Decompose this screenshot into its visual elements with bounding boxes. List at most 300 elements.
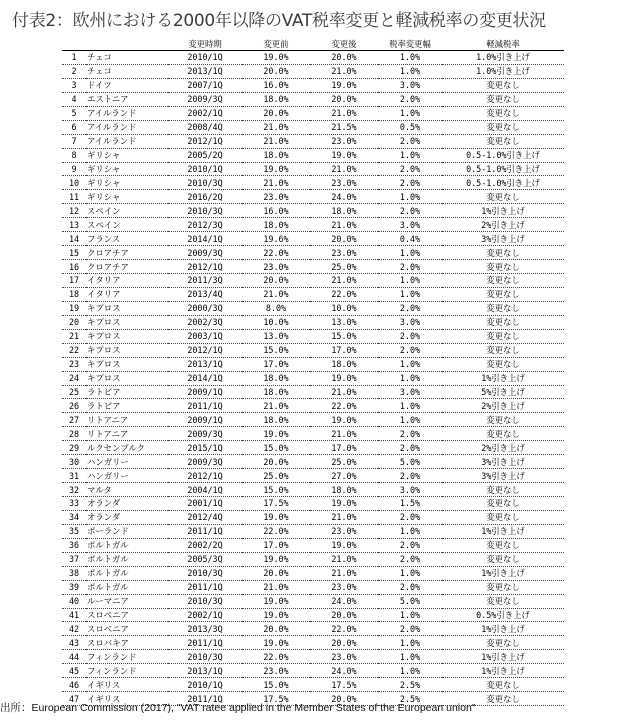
country-cell: スペイン (86, 218, 168, 232)
period-cell: 2012/1Q (168, 260, 242, 274)
row-number: 31 (62, 469, 86, 483)
rate-change-cell: 5.0% (378, 594, 442, 608)
rate-after-cell: 20.0% (310, 232, 378, 246)
row-number: 3 (62, 78, 86, 92)
table-row (62, 580, 564, 594)
country-cell: ハンガリー (86, 455, 168, 469)
header-reduced-rate: 軽減税率 (442, 38, 564, 51)
rate-after-cell: 25.0% (310, 455, 378, 469)
period-cell: 2010/3Q (168, 650, 242, 664)
row-number: 20 (62, 315, 86, 329)
reduced-rate-cell: 0.5-1.0%引き上げ (442, 162, 564, 176)
rate-before-cell: 21.0% (242, 580, 310, 594)
country-cell: リトアニア (86, 413, 168, 427)
rate-after-cell: 21.0% (310, 552, 378, 566)
reduced-rate-cell: 0.5%引き上げ (442, 608, 564, 622)
country-cell: キプロス (86, 329, 168, 343)
rate-change-cell: 2.5% (378, 692, 442, 706)
table-row (62, 483, 564, 497)
rate-after-cell: 22.0% (310, 399, 378, 413)
rate-before-cell: 20.0% (242, 274, 310, 288)
header-no (62, 38, 86, 51)
rate-after-cell: 20.0% (310, 608, 378, 622)
period-cell: 2009/3Q (168, 246, 242, 260)
reduced-rate-cell: 変更なし (442, 357, 564, 371)
reduced-rate-cell: 変更なし (442, 692, 564, 706)
rate-after-cell: 21.5% (310, 120, 378, 134)
rate-before-cell: 18.0% (242, 413, 310, 427)
row-number: 23 (62, 357, 86, 371)
reduced-rate-cell: 変更なし (442, 510, 564, 524)
period-cell: 2011/1Q (168, 580, 242, 594)
table-row (62, 399, 564, 413)
reduced-rate-cell: 変更なし (442, 594, 564, 608)
rate-before-cell: 20.0% (242, 64, 310, 78)
table-row (62, 441, 564, 455)
rate-after-cell: 23.0% (310, 524, 378, 538)
country-cell: イタリア (86, 287, 168, 301)
rate-after-cell: 25.0% (310, 260, 378, 274)
header-after: 変更後 (310, 38, 378, 51)
row-number: 43 (62, 636, 86, 650)
period-cell: 2012/1Q (168, 343, 242, 357)
period-cell: 2014/1Q (168, 371, 242, 385)
row-number: 13 (62, 218, 86, 232)
rate-change-cell: 1.0% (378, 51, 442, 65)
table-row (62, 343, 564, 357)
rate-before-cell: 17.0% (242, 538, 310, 552)
reduced-rate-cell: 変更なし (442, 538, 564, 552)
rate-change-cell: 0.4% (378, 232, 442, 246)
rate-change-cell: 1.0% (378, 64, 442, 78)
period-cell: 2012/4Q (168, 510, 242, 524)
table-row (62, 51, 564, 65)
period-cell: 2003/1Q (168, 329, 242, 343)
period-cell: 2013/1Q (168, 357, 242, 371)
table-row (62, 385, 564, 399)
country-cell: ギリシャ (86, 148, 168, 162)
rate-change-cell: 1.0% (378, 287, 442, 301)
period-cell: 2011/1Q (168, 399, 242, 413)
reduced-rate-cell: 1.0%引き上げ (442, 51, 564, 65)
rate-change-cell: 1.0% (378, 524, 442, 538)
rate-before-cell: 17.0% (242, 357, 310, 371)
reduced-rate-cell: 変更なし (442, 580, 564, 594)
rate-before-cell: 13.0% (242, 329, 310, 343)
country-cell: イタリア (86, 274, 168, 288)
rate-before-cell: 19.0% (242, 510, 310, 524)
period-cell: 2012/3Q (168, 218, 242, 232)
period-cell: 2011/1Q (168, 524, 242, 538)
rate-change-cell: 1.0% (378, 413, 442, 427)
table-row (62, 246, 564, 260)
rate-change-cell: 2.0% (378, 510, 442, 524)
reduced-rate-cell: 1%引き上げ (442, 650, 564, 664)
reduced-rate-cell: 1%引き上げ (442, 371, 564, 385)
rate-before-cell: 16.0% (242, 78, 310, 92)
table-row (62, 664, 564, 678)
reduced-rate-cell: 変更なし (442, 413, 564, 427)
table-row (62, 650, 564, 664)
rate-after-cell: 24.0% (310, 664, 378, 678)
rate-before-cell: 20.0% (242, 455, 310, 469)
country-cell: ポーランド (86, 524, 168, 538)
rate-after-cell: 24.0% (310, 190, 378, 204)
table-row (62, 64, 564, 78)
table-row (62, 274, 564, 288)
country-cell: オランダ (86, 497, 168, 511)
rate-after-cell: 21.0% (310, 566, 378, 580)
reduced-rate-cell: 変更なし (442, 636, 564, 650)
country-cell: ポルトガル (86, 538, 168, 552)
table-row (62, 455, 564, 469)
rate-change-cell: 2.0% (378, 622, 442, 636)
table-row (62, 301, 564, 315)
table-row (62, 552, 564, 566)
rate-after-cell: 21.0% (310, 510, 378, 524)
period-cell: 2009/1Q (168, 413, 242, 427)
country-cell: アイルランド (86, 106, 168, 120)
reduced-rate-cell: 変更なし (442, 329, 564, 343)
period-cell: 2009/3Q (168, 92, 242, 106)
page-title: 付表2：欧州における2000年以降のVAT税率変更と軽減税率の変更状況 (12, 11, 546, 31)
row-number: 9 (62, 162, 86, 176)
rate-before-cell: 19.0% (242, 162, 310, 176)
rate-before-cell: 22.0% (242, 650, 310, 664)
row-number: 36 (62, 538, 86, 552)
rate-change-cell: 1.0% (378, 650, 442, 664)
rate-before-cell: 21.0% (242, 399, 310, 413)
table-row (62, 538, 564, 552)
reduced-rate-cell: 2%引き上げ (442, 399, 564, 413)
rate-change-cell: 1.5% (378, 497, 442, 511)
reduced-rate-cell: 1.0%引き上げ (442, 64, 564, 78)
period-cell: 2000/3Q (168, 301, 242, 315)
period-cell: 2012/1Q (168, 469, 242, 483)
rate-before-cell: 18.0% (242, 218, 310, 232)
period-cell: 2005/2Q (168, 148, 242, 162)
period-cell: 2008/4Q (168, 120, 242, 134)
rate-before-cell: 18.0% (242, 148, 310, 162)
row-number: 14 (62, 232, 86, 246)
rate-before-cell: 22.0% (242, 246, 310, 260)
row-number: 45 (62, 664, 86, 678)
rate-after-cell: 20.0% (310, 692, 378, 706)
country-cell: ポルトガル (86, 552, 168, 566)
rate-after-cell: 21.0% (310, 162, 378, 176)
period-cell: 2002/1Q (168, 608, 242, 622)
table-row (62, 218, 564, 232)
row-number: 7 (62, 134, 86, 148)
period-cell: 2013/4Q (168, 287, 242, 301)
table-row (62, 176, 564, 190)
rate-before-cell: 23.0% (242, 260, 310, 274)
rate-before-cell: 25.0% (242, 469, 310, 483)
rate-before-cell: 19.0% (242, 552, 310, 566)
rate-before-cell: 19.6% (242, 232, 310, 246)
country-cell: ドイツ (86, 78, 168, 92)
rate-before-cell: 22.0% (242, 524, 310, 538)
row-number: 41 (62, 608, 86, 622)
table-row (62, 329, 564, 343)
row-number: 24 (62, 371, 86, 385)
rate-before-cell: 19.0% (242, 427, 310, 441)
table-row (62, 622, 564, 636)
country-cell: ギリシャ (86, 190, 168, 204)
table-row (62, 204, 564, 218)
reduced-rate-cell: 変更なし (442, 120, 564, 134)
rate-before-cell: 17.5% (242, 692, 310, 706)
period-cell: 2011/1Q (168, 692, 242, 706)
rate-after-cell: 21.0% (310, 64, 378, 78)
rate-before-cell: 19.0% (242, 594, 310, 608)
rate-after-cell: 22.0% (310, 622, 378, 636)
row-number: 42 (62, 622, 86, 636)
rate-after-cell: 10.0% (310, 301, 378, 315)
period-cell: 2004/1Q (168, 483, 242, 497)
rate-change-cell: 2.0% (378, 538, 442, 552)
country-cell: オランダ (86, 510, 168, 524)
table-row (62, 636, 564, 650)
reduced-rate-cell: 2%引き上げ (442, 218, 564, 232)
rate-before-cell: 23.0% (242, 664, 310, 678)
reduced-rate-cell: 変更なし (442, 301, 564, 315)
header-change: 税率変更幅 (378, 38, 442, 51)
table-row (62, 106, 564, 120)
table-row (62, 469, 564, 483)
rate-after-cell: 19.0% (310, 371, 378, 385)
table-row (62, 287, 564, 301)
period-cell: 2011/1Q (168, 636, 242, 650)
rate-after-cell: 20.0% (310, 92, 378, 106)
rate-change-cell: 2.0% (378, 260, 442, 274)
rate-after-cell: 17.0% (310, 343, 378, 357)
country-cell: キプロス (86, 357, 168, 371)
country-cell: マルタ (86, 483, 168, 497)
row-number: 26 (62, 399, 86, 413)
reduced-rate-cell: 変更なし (442, 260, 564, 274)
reduced-rate-cell: 変更なし (442, 106, 564, 120)
row-number: 33 (62, 497, 86, 511)
rate-after-cell: 23.0% (310, 246, 378, 260)
rate-change-cell: 2.0% (378, 92, 442, 106)
row-number: 15 (62, 246, 86, 260)
country-cell: イギリス (86, 678, 168, 692)
row-number: 18 (62, 287, 86, 301)
rate-before-cell: 23.0% (242, 190, 310, 204)
reduced-rate-cell: 1%引き上げ (442, 204, 564, 218)
rate-change-cell: 3.0% (378, 78, 442, 92)
rate-change-cell: 2.0% (378, 134, 442, 148)
country-cell: チェコ (86, 51, 168, 65)
rate-change-cell: 2.0% (378, 301, 442, 315)
rate-before-cell: 10.0% (242, 315, 310, 329)
country-cell: スペイン (86, 204, 168, 218)
country-cell: フィンランド (86, 664, 168, 678)
row-number: 27 (62, 413, 86, 427)
rate-after-cell: 19.0% (310, 148, 378, 162)
row-number: 34 (62, 510, 86, 524)
rate-before-cell: 8.0% (242, 301, 310, 315)
row-number: 38 (62, 566, 86, 580)
reduced-rate-cell: 変更なし (442, 92, 564, 106)
period-cell: 2002/1Q (168, 106, 242, 120)
reduced-rate-cell: 変更なし (442, 343, 564, 357)
country-cell: チェコ (86, 64, 168, 78)
table-row (62, 162, 564, 176)
rate-change-cell: 1.0% (378, 636, 442, 650)
reduced-rate-cell: 変更なし (442, 483, 564, 497)
country-cell: ラトビア (86, 385, 168, 399)
row-number: 8 (62, 148, 86, 162)
period-cell: 2013/3Q (168, 622, 242, 636)
country-cell: キプロス (86, 301, 168, 315)
period-cell: 2002/3Q (168, 315, 242, 329)
rate-change-cell: 1.0% (378, 246, 442, 260)
row-number: 35 (62, 524, 86, 538)
table-row (62, 357, 564, 371)
rate-before-cell: 21.0% (242, 134, 310, 148)
rate-after-cell: 23.0% (310, 580, 378, 594)
row-number: 12 (62, 204, 86, 218)
rate-after-cell: 15.0% (310, 329, 378, 343)
rate-after-cell: 27.0% (310, 469, 378, 483)
source-note: 出所：European Commission (2017), "VAT ratee applied in the Member States of the European union" (0, 702, 476, 714)
rate-after-cell: 21.0% (310, 385, 378, 399)
row-number: 6 (62, 120, 86, 134)
row-number: 1 (62, 51, 86, 65)
rate-after-cell: 24.0% (310, 594, 378, 608)
rate-before-cell: 18.0% (242, 92, 310, 106)
country-cell: スロベニア (86, 608, 168, 622)
vat-rate-change-table (62, 38, 564, 706)
rate-change-cell: 1.0% (378, 106, 442, 120)
rate-change-cell: 1.0% (378, 399, 442, 413)
rate-after-cell: 19.0% (310, 497, 378, 511)
period-cell: 2014/1Q (168, 232, 242, 246)
rate-before-cell: 15.0% (242, 441, 310, 455)
rate-after-cell: 21.0% (310, 274, 378, 288)
rate-after-cell: 21.0% (310, 106, 378, 120)
row-number: 37 (62, 552, 86, 566)
rate-before-cell: 18.0% (242, 371, 310, 385)
country-cell: キプロス (86, 343, 168, 357)
rate-before-cell: 15.0% (242, 678, 310, 692)
table-row (62, 134, 564, 148)
rate-after-cell: 21.0% (310, 218, 378, 232)
rate-after-cell: 23.0% (310, 134, 378, 148)
rate-after-cell: 20.0% (310, 51, 378, 65)
country-cell: スロバキア (86, 636, 168, 650)
reduced-rate-cell: 変更なし (442, 427, 564, 441)
table-row (62, 413, 564, 427)
row-number: 21 (62, 329, 86, 343)
rate-before-cell: 15.0% (242, 483, 310, 497)
rate-before-cell: 20.0% (242, 106, 310, 120)
period-cell: 2013/1Q (168, 664, 242, 678)
row-number: 17 (62, 274, 86, 288)
country-cell: クロアチア (86, 260, 168, 274)
reduced-rate-cell: 1%引き上げ (442, 524, 564, 538)
reduced-rate-cell: 2%引き上げ (442, 441, 564, 455)
reduced-rate-cell: 変更なし (442, 246, 564, 260)
table-row (62, 678, 564, 692)
period-cell: 2001/1Q (168, 497, 242, 511)
rate-change-cell: 3.0% (378, 385, 442, 399)
country-cell: ルーマニア (86, 594, 168, 608)
rate-before-cell: 19.0% (242, 51, 310, 65)
country-cell: クロアチア (86, 246, 168, 260)
rate-after-cell: 13.0% (310, 315, 378, 329)
period-cell: 2010/1Q (168, 678, 242, 692)
row-number: 28 (62, 427, 86, 441)
table-body (62, 51, 564, 706)
period-cell: 2016/2Q (168, 190, 242, 204)
row-number: 47 (62, 692, 86, 706)
period-cell: 2013/1Q (168, 64, 242, 78)
row-number: 11 (62, 190, 86, 204)
period-cell: 2011/3Q (168, 274, 242, 288)
reduced-rate-cell: 変更なし (442, 78, 564, 92)
row-number: 32 (62, 483, 86, 497)
rate-change-cell: 2.0% (378, 343, 442, 357)
country-cell: キプロス (86, 315, 168, 329)
country-cell: ギリシャ (86, 162, 168, 176)
rate-after-cell: 18.0% (310, 483, 378, 497)
period-cell: 2002/2Q (168, 538, 242, 552)
table-row (62, 120, 564, 134)
rate-before-cell: 21.0% (242, 120, 310, 134)
period-cell: 2009/3Q (168, 427, 242, 441)
reduced-rate-cell: 変更なし (442, 315, 564, 329)
period-cell: 2005/3Q (168, 552, 242, 566)
rate-after-cell: 20.0% (310, 636, 378, 650)
table-row (62, 232, 564, 246)
rate-after-cell: 17.0% (310, 441, 378, 455)
reduced-rate-cell: 1%引き上げ (442, 664, 564, 678)
row-number: 29 (62, 441, 86, 455)
row-number: 30 (62, 455, 86, 469)
table-row (62, 371, 564, 385)
rate-before-cell: 20.0% (242, 566, 310, 580)
country-cell: ポルトガル (86, 566, 168, 580)
table-row (62, 608, 564, 622)
table-row (62, 594, 564, 608)
reduced-rate-cell: 変更なし (442, 274, 564, 288)
period-cell: 2010/3Q (168, 594, 242, 608)
country-cell: リトアニア (86, 427, 168, 441)
row-number: 2 (62, 64, 86, 78)
reduced-rate-cell: 変更なし (442, 190, 564, 204)
period-cell: 2007/1Q (168, 78, 242, 92)
rate-after-cell: 18.0% (310, 204, 378, 218)
reduced-rate-cell: 3%引き上げ (442, 469, 564, 483)
header-country (86, 38, 168, 51)
period-cell: 2010/1Q (168, 162, 242, 176)
rate-after-cell: 23.0% (310, 176, 378, 190)
rate-before-cell: 19.0% (242, 608, 310, 622)
rate-change-cell: 2.0% (378, 329, 442, 343)
row-number: 10 (62, 176, 86, 190)
country-cell: キプロス (86, 371, 168, 385)
reduced-rate-cell: 変更なし (442, 552, 564, 566)
rate-before-cell: 21.0% (242, 287, 310, 301)
rate-change-cell: 2.0% (378, 469, 442, 483)
rate-change-cell: 2.0% (378, 204, 442, 218)
reduced-rate-cell: 5%引き上げ (442, 385, 564, 399)
rate-after-cell: 19.0% (310, 413, 378, 427)
table-row (62, 148, 564, 162)
